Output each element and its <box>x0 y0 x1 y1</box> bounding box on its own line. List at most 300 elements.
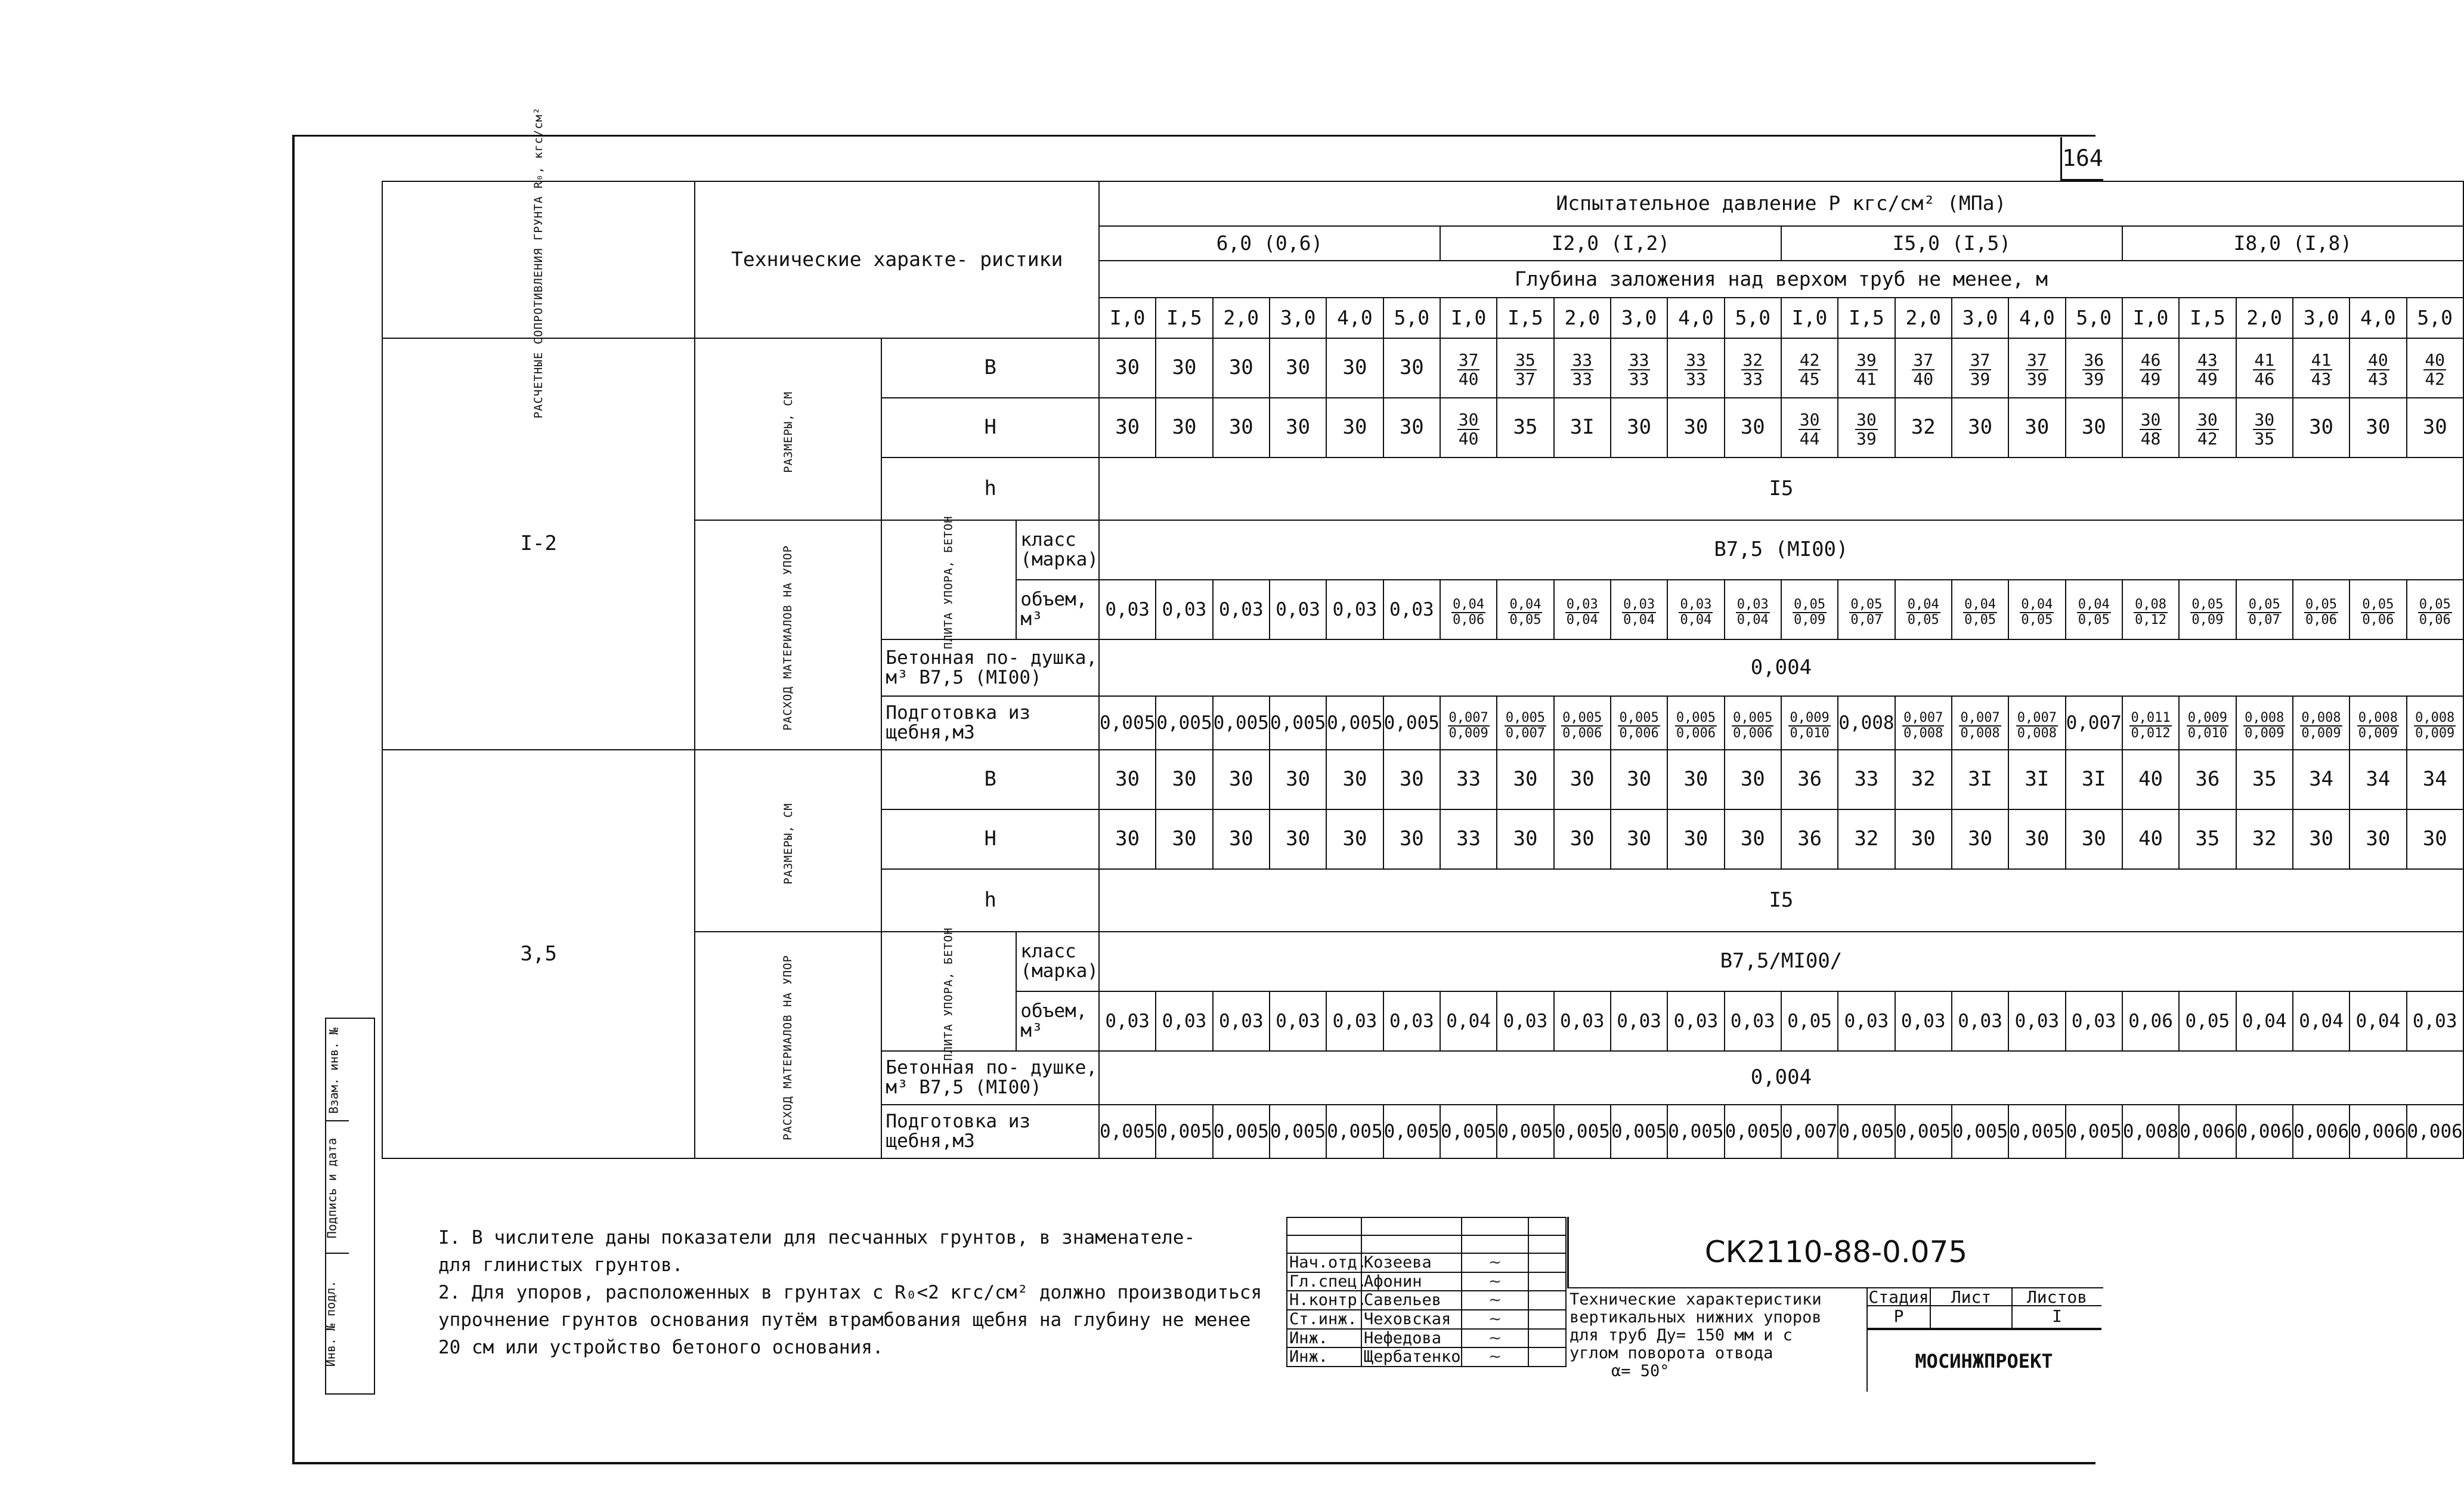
H-value: 30 <box>1383 398 1440 458</box>
H-value: 30 <box>2350 809 2406 869</box>
param-B: B <box>881 338 1099 398</box>
denominator: 45 <box>1799 369 1820 389</box>
denominator: 0,012 <box>2131 726 2171 741</box>
numerator: 0,05 <box>2362 597 2394 612</box>
denominator: 0,09 <box>2191 613 2224 628</box>
gravel-value: 0,005 <box>1497 1105 1553 1158</box>
gravel-value: 0,005 <box>1213 1105 1270 1158</box>
H-value: 30 <box>1667 398 1724 458</box>
B-value <box>1838 338 1895 398</box>
numerator: 0,007 <box>2017 710 2057 725</box>
B-value <box>1554 338 1611 398</box>
fraction <box>2253 412 2276 447</box>
B-value <box>2179 338 2236 398</box>
dimensions-label <box>695 750 881 932</box>
denominator: 0,009 <box>2245 726 2285 741</box>
volume-value: 0,03 <box>2066 991 2122 1051</box>
fraction <box>1457 352 1480 388</box>
fraction <box>2134 598 2168 627</box>
soil-resistance-header-text: РАСЧЕТНЫЕ СОПРОТИВЛЕНИЯ ГРУНТА R₀, кгс/см² <box>531 107 545 419</box>
fraction <box>2310 352 2333 388</box>
H-value: 30 <box>1213 398 1270 458</box>
numerator: 30 <box>1458 410 1479 429</box>
volume-value: 0,04 <box>1440 991 1497 1051</box>
materials-label-text: РАСХОД МАТЕРИАЛОВ НА УПОР <box>781 955 795 1141</box>
B-value <box>1952 338 2008 398</box>
numerator: 37 <box>1913 350 1934 370</box>
volume-value <box>1667 580 1724 639</box>
cushion-value: 0,004 <box>1099 1051 2463 1105</box>
name: Чеховская <box>1361 1310 1462 1329</box>
numerator: 37 <box>1458 350 1479 370</box>
note-line: для глинистых грунтов. <box>438 1254 683 1276</box>
organization: МОСИНЖПРОЕКТ <box>1866 1329 2101 1393</box>
fraction <box>2196 412 2219 447</box>
gravel-value: 0,006 <box>2293 1105 2350 1158</box>
H-value: 30 <box>2008 809 2065 869</box>
H-value: 30 <box>2407 809 2463 869</box>
fraction <box>2190 598 2224 627</box>
H-value: 32 <box>1838 809 1895 869</box>
numerator: 40 <box>2425 350 2446 370</box>
gravel-value <box>1440 696 1497 750</box>
fraction <box>1799 352 1821 388</box>
H-value: 30 <box>1497 809 1553 869</box>
pressure-group: I8,0 (I,8) <box>2122 226 2463 261</box>
h-value: I5 <box>1099 458 2463 520</box>
param-H: H <box>881 809 1099 869</box>
plate-label-text: ПЛИТА УПОРА, БЕТОН <box>942 927 955 1061</box>
denominator: 0,05 <box>1964 613 1996 628</box>
numerator: 30 <box>2140 410 2161 429</box>
denominator: 39 <box>2084 369 2104 389</box>
denominator: 33 <box>1572 369 1593 389</box>
gravel-value: 0,007 <box>2066 696 2122 750</box>
volume-value: 0,03 <box>1156 580 1212 639</box>
B-value: 30 <box>1326 338 1383 398</box>
numerator: 0,005 <box>1733 710 1773 725</box>
denominator: 40 <box>1458 429 1479 449</box>
gravel-value <box>2236 696 2293 750</box>
side-label: Взам. инв. № <box>326 1027 341 1114</box>
title-line: Технические характеристики <box>1570 1290 1822 1309</box>
denominator: 40 <box>1458 369 1479 389</box>
numerator: 30 <box>2254 410 2275 429</box>
gravel-value: 0,005 <box>1270 696 1326 750</box>
H-value <box>2179 398 2236 458</box>
gravel-value <box>2407 696 2463 750</box>
numerator: 39 <box>1856 350 1877 370</box>
B-value: 36 <box>2179 750 2236 809</box>
volume-value <box>1838 580 1895 639</box>
fraction <box>2140 352 2162 388</box>
volume-value: 0,03 <box>1270 580 1326 639</box>
depth-value: 4,0 <box>2008 298 2065 338</box>
H-value <box>2122 398 2179 458</box>
fraction <box>1788 712 1830 740</box>
B-value: 34 <box>2293 750 2350 809</box>
volume-value: 0,06 <box>2122 991 2179 1051</box>
B-value: 30 <box>1270 338 1326 398</box>
depth-value: I,0 <box>2122 298 2179 338</box>
depth-value: 3,0 <box>1952 298 2008 338</box>
name: Афонин <box>1361 1272 1462 1291</box>
gravel-value: 0,005 <box>1383 696 1440 750</box>
denominator: 0,04 <box>1566 613 1598 628</box>
B-value <box>1440 338 1497 398</box>
fraction <box>1622 598 1656 627</box>
volume-value: 0,04 <box>2293 991 2350 1051</box>
fraction <box>2253 352 2276 388</box>
gravel-value: 0,005 <box>2066 1105 2122 1158</box>
fraction <box>1514 352 1537 388</box>
denominator: 0,006 <box>1733 726 1773 741</box>
sheet-label: Лист <box>1931 1287 2013 1306</box>
volume-value: 0,03 <box>1554 991 1611 1051</box>
B-value: 30 <box>1725 750 1781 809</box>
numerator: 0,04 <box>1907 597 1939 612</box>
denominator: 0,006 <box>1676 726 1716 741</box>
volume-value: 0,03 <box>1326 991 1383 1051</box>
numerator: 0,08 <box>2135 597 2167 612</box>
gravel-value <box>1725 696 1781 750</box>
numerator: 0,008 <box>2301 710 2341 725</box>
gravel-value: 0,006 <box>2407 1105 2463 1158</box>
numerator: 33 <box>1572 350 1593 370</box>
gravel-value: 0,005 <box>1725 1105 1781 1158</box>
fraction <box>1451 598 1485 627</box>
note-line: 20 см или устройство бетоного основания. <box>438 1337 884 1358</box>
gravel-value <box>1667 696 1724 750</box>
cushion-label: Бетонная по- душке, м³ B7,5 (MI00) <box>881 1051 1099 1105</box>
denominator: 35 <box>2254 429 2275 449</box>
denominator: 0,009 <box>2301 726 2341 741</box>
H-value: 30 <box>1611 809 1667 869</box>
denominator: 0,04 <box>1623 613 1655 628</box>
gravel-value: 0,006 <box>2350 1105 2406 1158</box>
depth-header: Глубина заложения над верхом труб не менее, м <box>1099 261 2463 298</box>
gravel-value: 0,005 <box>1383 1105 1440 1158</box>
volume-value: 0,03 <box>1156 991 1212 1051</box>
denominator: 0,008 <box>2017 726 2057 741</box>
denominator: 0,06 <box>2419 613 2451 628</box>
depth-value: I,5 <box>1497 298 1553 338</box>
volume-value: 0,05 <box>1781 991 1838 1051</box>
note-line: упрочнение грунтов основания путём втрамбования щебня на глубину не менее <box>438 1309 1251 1331</box>
numerator: 0,005 <box>1619 710 1659 725</box>
numerator: 0,009 <box>1790 710 1830 725</box>
volume-value: 0,03 <box>1725 991 1781 1051</box>
name: Нефедова <box>1361 1329 1462 1348</box>
title-line: углом поворота отвода <box>1570 1344 1773 1362</box>
gravel-value: 0,006 <box>2179 1105 2236 1158</box>
fraction <box>2196 352 2219 388</box>
volume-label: объем, м³ <box>1016 991 1099 1051</box>
gravel-value: 0,006 <box>2236 1105 2293 1158</box>
signature: ~ <box>1462 1272 1528 1291</box>
B-value: 30 <box>1213 338 1270 398</box>
title-line: для труб Ду= 150 мм и с <box>1570 1326 1793 1344</box>
denominator: 0,006 <box>1562 726 1602 741</box>
fraction <box>2304 598 2338 627</box>
fraction <box>1959 712 2001 740</box>
numerator: 0,04 <box>1453 597 1485 612</box>
gravel-value <box>1554 696 1611 750</box>
side-label: Подпись и дата <box>324 1137 339 1239</box>
plate-label-text: ПЛИТА УПОРА, БЕТОН <box>942 515 955 650</box>
materials-label <box>695 932 881 1158</box>
gravel-value <box>1497 696 1553 750</box>
denominator: 0,05 <box>2021 613 2053 628</box>
gravel-value: 0,005 <box>1326 696 1383 750</box>
denominator: 33 <box>1742 369 1763 389</box>
denominator: 43 <box>2311 369 2332 389</box>
numerator: 0,05 <box>2248 597 2280 612</box>
numerator: 0,04 <box>1509 597 1541 612</box>
gravel-value: 0,005 <box>1838 1105 1895 1158</box>
H-value: 30 <box>2008 398 2065 458</box>
B-value: 30 <box>1326 750 1383 809</box>
depth-value: I,0 <box>1781 298 1838 338</box>
gravel-value: 0,005 <box>1554 1105 1611 1158</box>
cushion-label: Бетонная по- душка, м³ B7,5 (MI00) <box>881 639 1099 696</box>
fraction <box>2300 712 2342 740</box>
volume-value <box>2407 580 2463 639</box>
denominator: 0,04 <box>1736 613 1769 628</box>
fraction <box>2020 598 2054 627</box>
pressure-group: I2,0 (I,2) <box>1440 226 1781 261</box>
fraction <box>2414 712 2456 740</box>
volume-value <box>1440 580 1497 639</box>
depth-value: 3,0 <box>2293 298 2350 338</box>
gravel-value: 0,005 <box>1440 1105 1497 1158</box>
stage-value: Р <box>1868 1306 1931 1329</box>
role: Ст.инж. <box>1287 1310 1361 1329</box>
gravel-value: 0,005 <box>1326 1105 1383 1158</box>
numerator: 0,005 <box>1562 710 1602 725</box>
denominator: 44 <box>1799 429 1820 449</box>
fraction <box>1799 412 1821 447</box>
H-value: 30 <box>1099 809 1156 869</box>
fraction <box>1565 598 1599 627</box>
gravel-value: 0,005 <box>1270 1105 1326 1158</box>
volume-value: 0,03 <box>2008 991 2065 1051</box>
side-label: Инв. № подл. <box>323 1280 338 1367</box>
B-value: 30 <box>1383 338 1440 398</box>
volume-value <box>2008 580 2065 639</box>
fraction <box>1685 352 1707 388</box>
denominator: 0,010 <box>1790 726 1830 741</box>
denominator: 0,008 <box>1960 726 2000 741</box>
denominator: 0,09 <box>1794 613 1826 628</box>
denominator: 0,008 <box>1903 726 1943 741</box>
denominator: 39 <box>2027 369 2047 389</box>
B-value: 30 <box>1383 750 1440 809</box>
fraction <box>1969 352 1992 388</box>
fraction <box>1675 712 1717 740</box>
fraction <box>1963 598 1997 627</box>
numerator: 32 <box>1742 350 1763 370</box>
B-value <box>1611 338 1667 398</box>
denominator: 0,006 <box>1619 726 1659 741</box>
gravel-value: 0,005 <box>1667 1105 1724 1158</box>
numerator: 0,007 <box>1448 710 1488 725</box>
numerator: 33 <box>1629 350 1649 370</box>
fraction <box>1912 352 1934 388</box>
volume-value <box>1554 580 1611 639</box>
numerator: 0,03 <box>1566 597 1598 612</box>
denominator: 42 <box>2197 429 2218 449</box>
fraction <box>1732 712 1773 740</box>
numerator: 0,05 <box>2419 597 2451 612</box>
fraction <box>1508 598 1542 627</box>
depth-value: 5,0 <box>2066 298 2122 338</box>
H-value: 30 <box>2066 398 2122 458</box>
role: Инж. <box>1287 1329 1361 1348</box>
volume-value: 0,03 <box>1611 991 1667 1051</box>
gravel-value: 0,005 <box>1099 1105 1156 1158</box>
H-value: 30 <box>1667 809 1724 869</box>
denominator: 0,009 <box>1448 726 1488 741</box>
numerator: 41 <box>2254 350 2275 370</box>
gravel-value: 0,005 <box>1895 1105 1952 1158</box>
volume-value <box>1781 580 1838 639</box>
volume-value <box>2066 580 2122 639</box>
characteristics-header: Технические характе- ристики <box>695 181 1099 338</box>
fraction <box>1628 352 1651 388</box>
fraction <box>2418 598 2452 627</box>
depth-value: 2,0 <box>1554 298 1611 338</box>
denominator: 0,07 <box>2248 613 2280 628</box>
H-value <box>1781 398 1838 458</box>
numerator: 40 <box>2368 350 2388 370</box>
gravel-value: 0,005 <box>1213 696 1270 750</box>
B-value <box>1497 338 1553 398</box>
plate-label <box>881 927 1016 1061</box>
volume-value: 0,03 <box>1838 991 1895 1051</box>
volume-value: 0,05 <box>2179 991 2236 1051</box>
denominator: 37 <box>1515 369 1536 389</box>
fraction <box>1849 598 1883 627</box>
gravel-value <box>1611 696 1667 750</box>
H-value: 30 <box>1270 809 1326 869</box>
dimensions-label <box>695 338 881 520</box>
fraction <box>1741 352 1764 388</box>
B-value <box>2293 338 2350 398</box>
H-value: 30 <box>1554 809 1611 869</box>
numerator: 0,04 <box>1964 597 1996 612</box>
H-value: 30 <box>1725 398 1781 458</box>
volume-value: 0,03 <box>1952 991 2008 1051</box>
param-B: B <box>881 750 1099 809</box>
denominator: 0,12 <box>2135 613 2167 628</box>
role: Нач.отд. <box>1287 1253 1361 1272</box>
fraction <box>2129 712 2171 740</box>
B-value <box>2008 338 2065 398</box>
depth-value: 2,0 <box>1213 298 1270 338</box>
numerator: 0,009 <box>2187 710 2227 725</box>
numerator: 35 <box>1515 350 1536 370</box>
name: Щербатенко <box>1361 1347 1462 1367</box>
depth-value: I,5 <box>1156 298 1212 338</box>
B-value: 30 <box>1497 750 1553 809</box>
pressure-header: Испытательное давление P кгс/см² (МПа) <box>1099 181 2463 226</box>
name: Козеева <box>1361 1253 1462 1272</box>
B-value: 3I <box>1952 750 2008 809</box>
numerator: 0,008 <box>2358 710 2398 725</box>
fraction <box>1906 598 1940 627</box>
H-value: 30 <box>1326 809 1383 869</box>
volume-value: 0,03 <box>1099 580 1156 639</box>
fraction <box>1618 712 1660 740</box>
B-value: 30 <box>1156 750 1212 809</box>
H-value: 30 <box>2407 398 2463 458</box>
H-value: 30 <box>1156 398 1212 458</box>
denominator: 49 <box>2140 369 2161 389</box>
denominator: 33 <box>1686 369 1706 389</box>
fraction <box>1457 412 1480 447</box>
B-value: 34 <box>2407 750 2463 809</box>
pressure-group: I5,0 (I,5) <box>1781 226 2122 261</box>
soil-resistance-header <box>382 107 695 419</box>
B-value: 35 <box>2236 750 2293 809</box>
fraction <box>1855 352 1878 388</box>
B-value: 30 <box>1270 750 1326 809</box>
denominator: 43 <box>2368 369 2388 389</box>
fraction <box>2077 598 2111 627</box>
depth-value: 5,0 <box>2407 298 2463 338</box>
volume-value: 0,03 <box>1213 580 1270 639</box>
gravel-value <box>2179 696 2236 750</box>
fraction <box>2361 598 2395 627</box>
gravel-value <box>2293 696 2350 750</box>
gravel-value: 0,008 <box>2122 1105 2179 1158</box>
gravel-value <box>2008 696 2065 750</box>
gravel-value: 0,007 <box>1781 1105 1838 1158</box>
denominator: 0,05 <box>1907 613 1939 628</box>
fraction <box>1561 712 1603 740</box>
pressure-group: 6,0 (0,6) <box>1099 226 1440 261</box>
numerator: 0,005 <box>1505 710 1546 725</box>
signature: ~ <box>1462 1253 1528 1272</box>
note-line: 2. Для упоров, расположенных в грунтах с R₀<2 кгс/см² должно производиться <box>438 1282 1262 1303</box>
fraction <box>2367 352 2389 388</box>
H-value: 30 <box>1270 398 1326 458</box>
denominator: 40 <box>1913 369 1934 389</box>
volume-value: 0,03 <box>1497 991 1553 1051</box>
class-label: класс (марка) <box>1016 932 1099 991</box>
volume-value: 0,03 <box>1213 991 1270 1051</box>
volume-value <box>1952 580 2008 639</box>
H-value: 30 <box>1725 809 1781 869</box>
fraction <box>1679 598 1713 627</box>
numerator: 0,008 <box>2245 710 2285 725</box>
cushion-value: 0,004 <box>1099 639 2463 696</box>
document-code: СК2110-88-0.075 <box>1567 1217 2103 1288</box>
gravel-value <box>1895 696 1952 750</box>
fraction <box>2357 712 2399 740</box>
depth-value: 2,0 <box>1895 298 1952 338</box>
denominator: 0,007 <box>1505 726 1546 741</box>
gravel-value: 0,005 <box>1611 1105 1667 1158</box>
H-value: 30 <box>2293 809 2350 869</box>
class-value: B7,5/MI00/ <box>1099 932 2463 991</box>
B-value: 30 <box>1667 750 1724 809</box>
volume-value: 0,03 <box>1326 580 1383 639</box>
H-value: 30 <box>1895 809 1952 869</box>
B-value: 33 <box>1838 750 1895 809</box>
numerator: 37 <box>1970 350 1991 370</box>
